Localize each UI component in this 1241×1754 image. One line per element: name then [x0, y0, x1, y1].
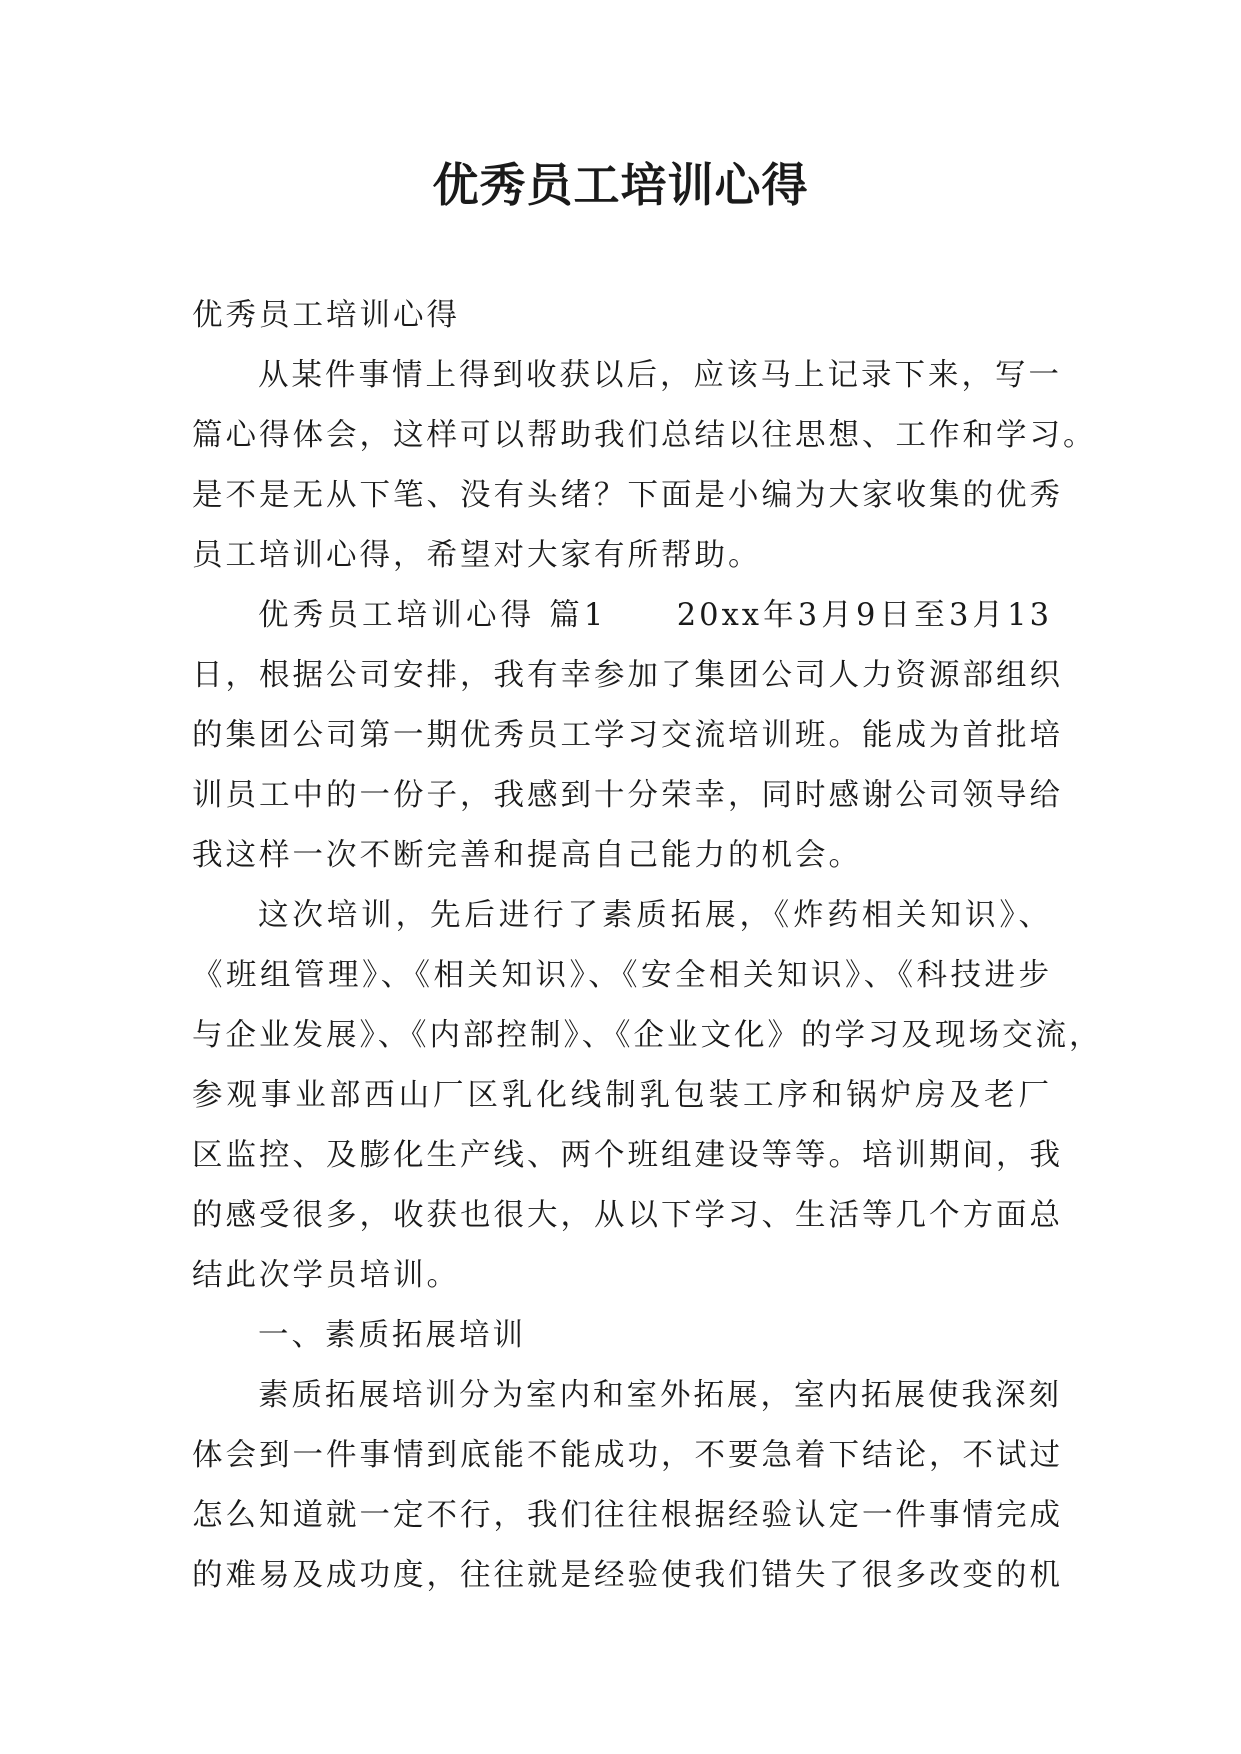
- document-body: [192, 286, 1103, 1606]
- text-line: 优秀员工培训心得 篇1 20xx年3月9日至3月13: [258, 598, 1052, 633]
- text-line: 怎么知道就一定不行，我们往往根据经验认定一件事情完成: [192, 1498, 1063, 1533]
- text-line: 与企业发展》、《内部控制》、《企业文化》的学习及现场交流，: [192, 1018, 1103, 1053]
- text-line: 的感受很多，收获也很大，从以下学习、生活等几个方面总: [192, 1198, 1063, 1233]
- text-line: 一、素质拓展培训: [258, 1318, 526, 1353]
- document-title: 优秀员工培训心得: [432, 158, 809, 212]
- text-line: 员工培训心得，希望对大家有所帮助。: [192, 538, 762, 573]
- text-line: 区监控、及膨化生产线、两个班组建设等等。培训期间，我: [192, 1138, 1063, 1173]
- text-line: 参观事业部西山厂区乳化线制乳包装工序和锅炉房及老厂: [192, 1078, 1052, 1113]
- text-line: 结此次学员培训。: [192, 1258, 460, 1293]
- text-line: 优秀员工培训心得: [192, 298, 460, 333]
- text-line: 我这样一次不断完善和提高自己能力的机会。: [192, 838, 862, 873]
- text-line: 从某件事情上得到收获以后，应该马上记录下来，写一: [258, 358, 1062, 393]
- text-line: 的集团公司第一期优秀员工学习交流培训班。能成为首批培: [192, 718, 1063, 753]
- text-line: 的难易及成功度，往往就是经验使我们错失了很多改变的机: [192, 1558, 1063, 1593]
- text-line: 是不是无从下笔、没有头绪？下面是小编为大家收集的优秀: [192, 478, 1063, 513]
- text-line: 日，根据公司安排，我有幸参加了集团公司人力资源部组织: [192, 658, 1063, 693]
- text-line: 《班组管理》、《相关知识》、《安全相关知识》、《科技进步: [192, 958, 1052, 993]
- text-line: 体会到一件事情到底能不能成功，不要急着下结论，不试过: [192, 1438, 1063, 1473]
- text-line: 这次培训，先后进行了素质拓展，《炸药相关知识》、: [258, 898, 1052, 933]
- text-line: 素质拓展培训分为室内和室外拓展，室内拓展使我深刻: [258, 1378, 1062, 1413]
- text-line: 训员工中的一份子，我感到十分荣幸，同时感谢公司领导给: [192, 778, 1063, 813]
- text-line: 篇心得体会，这样可以帮助我们总结以往思想、工作和学习。: [192, 418, 1097, 453]
